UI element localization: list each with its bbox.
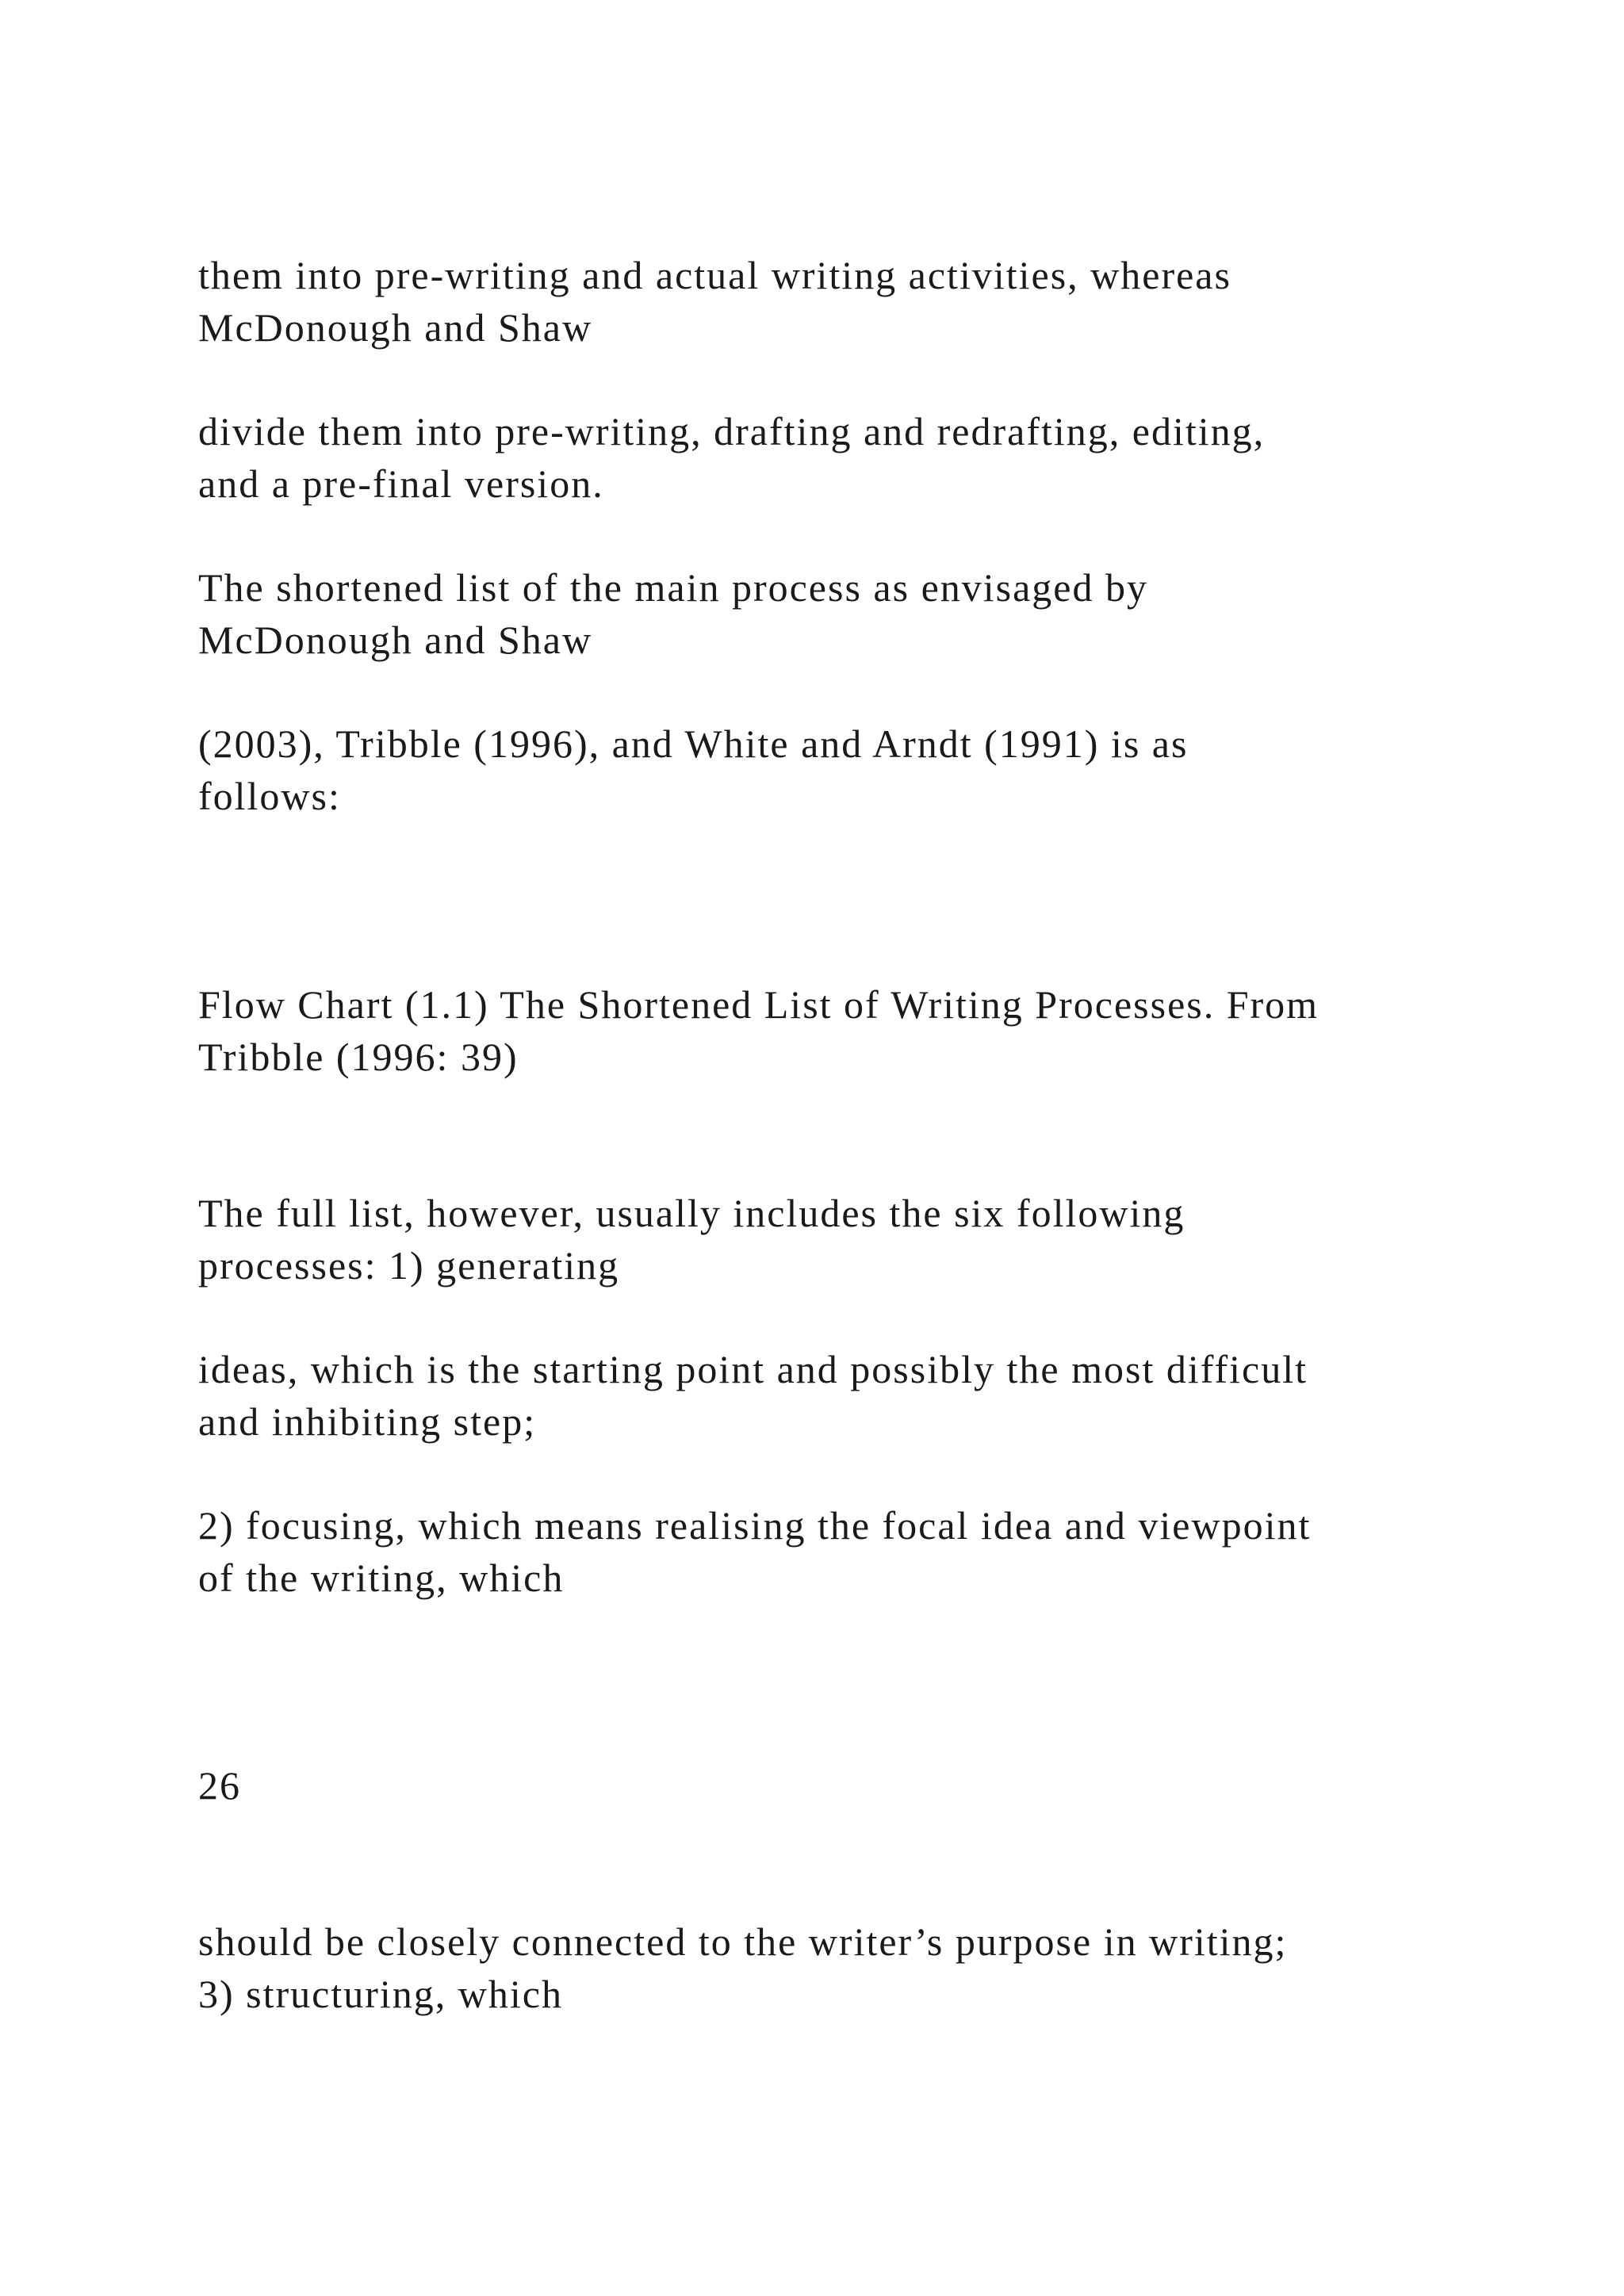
text-line: The full list, however, usually includes the six following — [198, 1191, 1185, 1235]
text-line: 2) focusing, which means realising the focal idea and viewpoint — [198, 1503, 1312, 1548]
text-line: of the writing, which — [198, 1556, 565, 1600]
text-line: should be closely connected to the writer’s purpose in writing; — [198, 1919, 1288, 1964]
text-line: 3) structuring, which — [198, 1972, 563, 2016]
text-line: them into pre-writing and actual writing activities, whereas — [198, 253, 1231, 297]
text-line: ideas, which is the starting point and possibly the most difficult — [198, 1347, 1308, 1391]
text-line: McDonough and Shaw — [198, 618, 593, 662]
text-line: (2003), Tribble (1996), and White and Arndt (1991) is as — [198, 721, 1189, 766]
text-line: and a pre-final version. — [198, 461, 604, 506]
figure-caption: Tribble (1996: 39) — [198, 1035, 519, 1079]
text-line: follows: — [198, 774, 341, 818]
page-number: 26 — [198, 1763, 241, 1808]
figure-caption: Flow Chart (1.1) The Shortened List of Writing Processes. From — [198, 982, 1320, 1027]
text-line: The shortened list of the main process as envisaged by — [198, 565, 1148, 610]
text-line: McDonough and Shaw — [198, 305, 593, 350]
text-line: processes: 1) generating — [198, 1243, 620, 1288]
text-line: divide them into pre-writing, drafting and redrafting, editing, — [198, 409, 1266, 453]
text-line: and inhibiting step; — [198, 1399, 537, 1444]
